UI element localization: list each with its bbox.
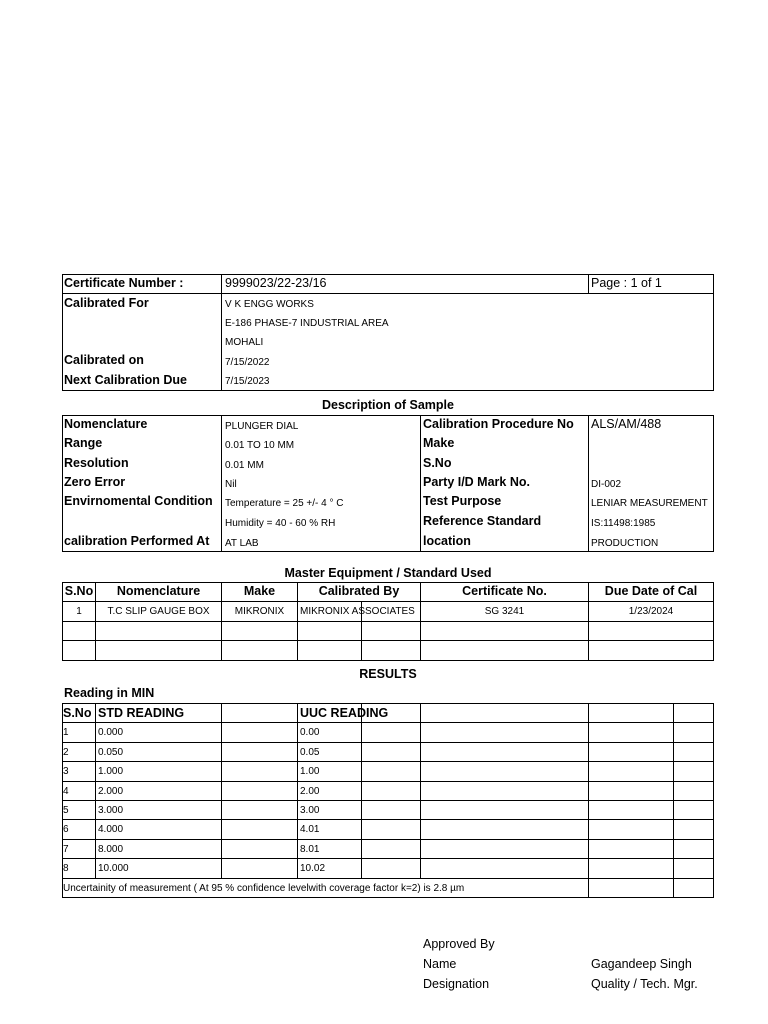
results-cell-uuc: 1.00 (300, 766, 320, 777)
page-indicator: Page : 1 of 1 (591, 276, 662, 290)
results-cell-std: 10.000 (98, 863, 129, 874)
sample-right-value: IS:11498:1985 (591, 518, 656, 529)
sample-left-label: Range (64, 436, 103, 450)
master-row-certificate-no: SG 3241 (484, 606, 525, 617)
master-header-sno: S.No (64, 584, 94, 598)
sample-right-label: Reference Standard (423, 514, 542, 528)
results-grid-line (62, 897, 714, 898)
sample-right-value: ALS/AM/488 (591, 417, 662, 431)
sample-left-value: 0.01 MM (225, 460, 264, 471)
sample-right-label: S.No (423, 456, 452, 470)
designation-label: Designation (423, 977, 490, 991)
sample-left-label: calibration Performed At (64, 534, 210, 548)
designation-value: Quality / Tech. Mgr. (591, 977, 698, 991)
results-grid-line (62, 781, 714, 782)
next-due-value: 7/15/2023 (225, 376, 270, 387)
results-cell-sno: 8 (63, 863, 69, 874)
results-grid-line (62, 761, 714, 762)
results-grid-line (62, 722, 714, 723)
results-grid-line (62, 819, 714, 820)
master-row-calibrated-by: MIKRONIX ASSOCIATES (300, 606, 415, 617)
sample-right-value: LENIAR MEASUREMENT (591, 498, 708, 509)
sample-left-value: Nil (225, 479, 237, 490)
master-row-sno: 1 (76, 606, 82, 617)
sample-left-value: 0.01 TO 10 MM (225, 440, 295, 451)
results-grid-line (62, 800, 714, 801)
results-cell-std: 3.000 (98, 805, 124, 816)
results-cell-std: 0.000 (98, 727, 124, 738)
results-heading: RESULTS (359, 667, 417, 681)
results-grid-line (62, 858, 714, 859)
results-cell-sno: 2 (63, 747, 69, 758)
master-heading: Master Equipment / Standard Used (284, 566, 492, 580)
results-subheading: Reading in MIN (64, 686, 155, 700)
results-cell-std: 4.000 (98, 824, 124, 835)
master-header-certificate-no: Certificate No. (462, 584, 547, 598)
results-grid-line (62, 703, 714, 704)
results-grid-line (62, 839, 714, 840)
uncertainty-note: Uncertainity of measurement ( At 95 % confidence levelwith coverage factor k=2) is 2.8 µm (63, 883, 465, 894)
calibrated-on-value: 7/15/2022 (225, 357, 270, 368)
name-value: Gagandeep Singh (591, 957, 692, 971)
master-row-make: MIKRONIX (234, 606, 285, 617)
master-row-due-date: 1/23/2024 (628, 606, 674, 617)
results-cell-std: 1.000 (98, 766, 124, 777)
sample-left-label: Nomenclature (64, 417, 148, 431)
sample-right-label: location (423, 534, 471, 548)
sample-left-value: AT LAB (225, 538, 259, 549)
sample-right-label: Make (423, 436, 455, 450)
results-header-std: STD READING (98, 706, 185, 720)
results-cell-sno: 6 (63, 824, 69, 835)
results-grid-line (62, 878, 714, 879)
results-cell-std: 0.050 (98, 747, 124, 758)
results-cell-sno: 1 (63, 727, 69, 738)
calibrated-for-label: Calibrated For (64, 296, 149, 310)
sample-left-label: Envirnomental Condition (64, 494, 213, 508)
master-header-make: Make (243, 584, 276, 598)
master-header-due-date: Due Date of Cal (604, 584, 698, 598)
sample-left-value: PLUNGER DIAL (225, 421, 299, 432)
results-cell-uuc: 2.00 (300, 786, 320, 797)
results-header-uuc: UUC READING (300, 706, 389, 720)
results-cell-sno: 4 (63, 786, 69, 797)
results-cell-std: 8.000 (98, 844, 124, 855)
master-header-nomenclature: Nomenclature (116, 584, 201, 598)
certificate-number-label: Certificate Number : (64, 276, 184, 290)
results-cell-sno: 3 (63, 766, 69, 777)
approved-by-label: Approved By (423, 937, 495, 951)
sample-right-value: PRODUCTION (591, 538, 659, 549)
results-cell-std: 2.000 (98, 786, 124, 797)
results-cell-uuc: 4.01 (300, 824, 320, 835)
results-cell-sno: 7 (63, 844, 69, 855)
calibrated-on-label: Calibrated on (64, 353, 144, 367)
sample-left-value: Humidity = 40 - 60 % RH (225, 518, 336, 529)
name-label: Name (423, 957, 457, 971)
next-due-label: Next Calibration Due (64, 373, 187, 387)
results-grid-line (62, 742, 714, 743)
results-header-sno: S.No (63, 706, 92, 720)
results-cell-sno: 5 (63, 805, 69, 816)
customer-address-line1: E-186 PHASE-7 INDUSTRIAL AREA (225, 318, 389, 329)
sample-left-label: Zero Error (64, 475, 126, 489)
results-cell-uuc: 0.05 (300, 747, 320, 758)
certificate-number-value: 9999023/22-23/16 (225, 276, 327, 290)
sample-left-label: Resolution (64, 456, 129, 470)
sample-right-label: Calibration Procedure No (423, 417, 574, 431)
sample-left-value: Temperature = 25 +/- 4 ° C (225, 498, 344, 509)
master-header-calibrated-by: Calibrated By (318, 584, 400, 598)
master-row-nomenclature: T.C SLIP GAUGE BOX (107, 606, 210, 617)
results-cell-uuc: 10.02 (300, 863, 326, 874)
results-cell-uuc: 3.00 (300, 805, 320, 816)
results-cell-uuc: 0.00 (300, 727, 320, 738)
customer-address-line2: MOHALI (225, 337, 264, 348)
sample-heading: Description of Sample (322, 398, 454, 412)
customer-name: V K ENGG WORKS (225, 299, 314, 310)
sample-right-label: Party I/D Mark No. (423, 475, 530, 489)
sample-right-value: DI-002 (591, 479, 622, 490)
sample-right-label: Test Purpose (423, 494, 502, 508)
results-cell-uuc: 8.01 (300, 844, 320, 855)
